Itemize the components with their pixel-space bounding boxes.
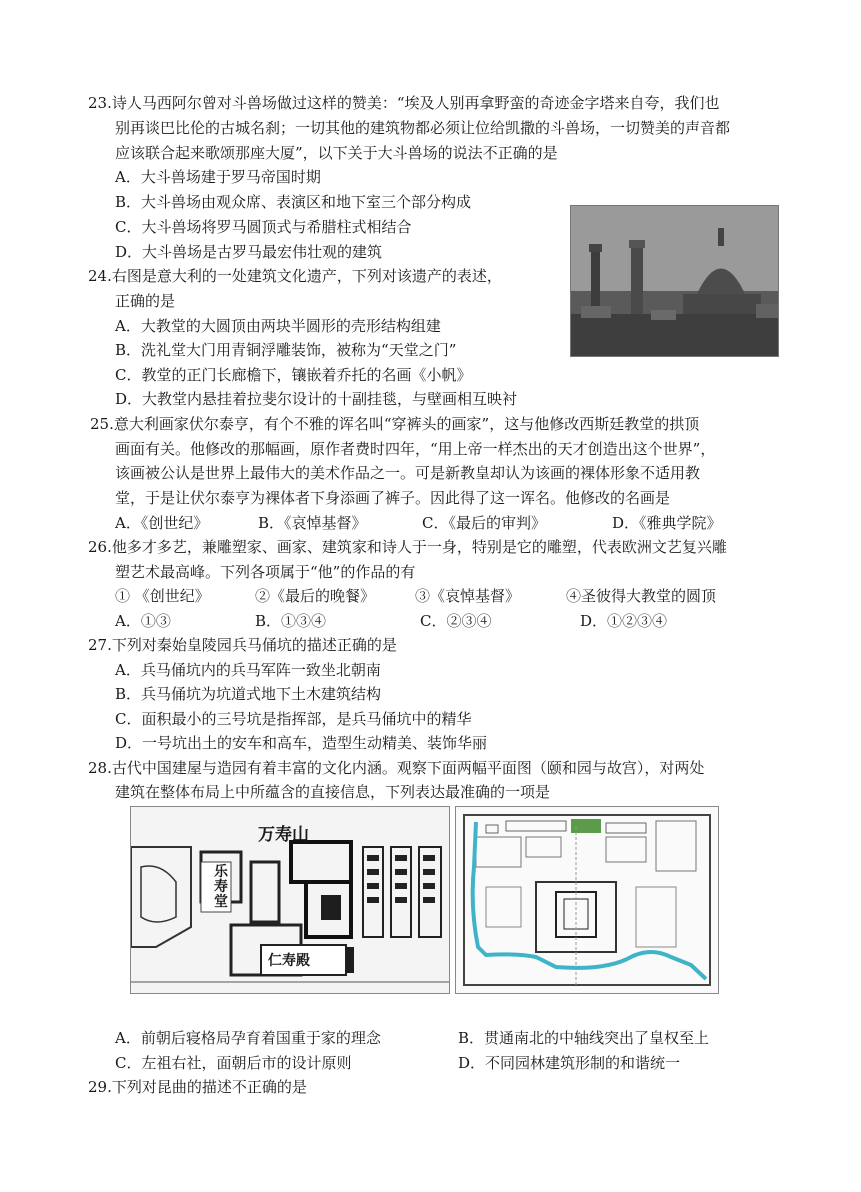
summer-palace-plan: [130, 806, 450, 994]
q27-stem-line-1: 27.下列对秦始皇陵园兵马俑坑的描述正确的是: [88, 636, 397, 654]
q25-option-b: B．《哀悼基督》: [258, 514, 367, 532]
q26-item-3: ③《哀悼基督》: [415, 587, 521, 605]
q28-option-d: D．不同园林建筑形制的和谐统一: [458, 1054, 681, 1072]
q25-option-c: C．《最后的审判》: [422, 514, 546, 532]
q26-stem-line-1: 26.他多才多艺，兼雕塑家、画家、建筑家和诗人于一身，特别是它的雕塑，代表欧洲文艺复兴雕: [88, 538, 727, 556]
q25-stem-line-1: 25.意大利画家伏尔泰亨，有个不雅的诨名叫“穿裤头的画家”，这与他修改西斯廷教堂的拱顶: [90, 415, 700, 433]
q28-option-b: B．贯通南北的中轴线突出了皇权至上: [458, 1029, 710, 1047]
q23-option-d: D．大斗兽场是古罗马最宏伟壮观的建筑: [115, 243, 383, 261]
q27-option-c: C．面积最小的三号坑是指挥部，是兵马俑坑中的精华: [115, 710, 472, 728]
q25-option-a: A．《创世纪》: [115, 514, 209, 532]
q26-option-d: D．①②③④: [580, 612, 668, 630]
q28-option-a: A．前朝后寝格局孕育着国重于家的理念: [115, 1029, 381, 1047]
florence-skyline-drawing: [571, 206, 778, 356]
q24-option-d: D．大教堂内悬挂着拉斐尔设计的十副挂毯，与壁画相互映衬: [115, 390, 518, 408]
q26-option-a: A．①③: [115, 612, 171, 630]
plan-label-wanshoushan: 万寿山: [258, 825, 309, 845]
forbidden-city-plan: [455, 806, 719, 994]
q26-stem-line-2: 塑艺术最高峰。下列各项属于“他”的作品的有: [115, 563, 416, 581]
q26-item-4: ④圣彼得大教堂的圆顶: [566, 587, 717, 605]
q26-item-2: ②《最后的晚餐》: [255, 587, 376, 605]
q23-stem-line-2: 别再谈巴比伦的古城名刹；一切其他的建筑物都必须让位给凯撒的斗兽场，一切赞美的声音都: [115, 119, 731, 137]
q28-stem-line-1: 28.古代中国建屋与造园有着丰富的文化内涵。观察下面两幅平面图（颐和园与故宫），对两处: [88, 759, 705, 777]
q25-stem-line-2: 画面有关。他修改的那幅画，原作者费时四年，“用上帝一样杰出的天才创造出这个世界”，: [115, 440, 716, 458]
q23-option-b: B．大斗兽场由观众席、表演区和地下室三个部分构成: [115, 193, 472, 211]
q23-option-c: C．大斗兽场将罗马圆顶式与希腊柱式相结合: [115, 218, 412, 236]
q24-option-c: C．教堂的正门长廊檐下，镶嵌着乔托的名画《小帆》: [115, 366, 472, 384]
q25-stem-line-4: 堂，于是让伏尔泰亨为裸体者下身添画了裤子。因此得了这一诨名。他修改的名画是: [115, 489, 671, 507]
q24-stem-line-1: 24.右图是意大利的一处建筑文化遗产，下列对该遗产的表述，: [88, 267, 502, 285]
q24-stem-line-2: 正确的是: [115, 292, 176, 310]
q26-item-1: ① 《创世纪》: [115, 587, 210, 605]
q24-option-b: B．洗礼堂大门用青铜浮雕装饰，被称为“天堂之门”: [115, 341, 457, 359]
q28-stem-line-2: 建筑在整体布局上中所蕴含的直接信息，下列表达最准确的一项是: [115, 783, 551, 801]
florence-cathedral-photo: [570, 205, 779, 357]
q23-stem-line-3: 应该联合起来歌颂那座大厦”，以下关于大斗兽场的说法不正确的是: [115, 144, 558, 162]
q27-option-a: A．兵马俑坑内的兵马军阵一致坐北朝南: [115, 661, 381, 679]
forbidden-city-layout-drawing: [456, 807, 718, 993]
q27-option-b: B．兵马俑坑为坑道式地下土木建筑结构: [115, 685, 382, 703]
q28-option-c: C．左祖右社，面朝后市的设计原则: [115, 1054, 352, 1072]
q27-option-d: D．一号坑出土的安车和高车，造型生动精美、装饰华丽: [115, 734, 488, 752]
q23-option-a: A．大斗兽场建于罗马帝国时期: [115, 168, 321, 186]
plan-label-renshoudian: 仁寿殿: [268, 953, 310, 969]
q23-stem-line-1: 23.诗人马西阿尔曾对斗兽场做过这样的赞美：“埃及人别再拿野蛮的奇迹金字塔来自夸，我们也: [88, 94, 720, 112]
q25-option-d: D．《雅典学院》: [612, 514, 722, 532]
q24-option-a: A．大教堂的大圆顶由两块半圆形的壳形结构组建: [115, 317, 441, 335]
q26-option-c: C．②③④: [420, 612, 492, 630]
q29-stem-line-1: 29.下列对昆曲的描述不正确的是: [88, 1078, 307, 1096]
plan-label-leshoutang: 乐寿堂: [214, 864, 228, 910]
q26-option-b: B．①③④: [255, 612, 327, 630]
q25-stem-line-3: 该画被公认是世界上最伟大的美术作品之一。可是新教皇却认为该画的裸体形象不适用教: [115, 464, 701, 482]
